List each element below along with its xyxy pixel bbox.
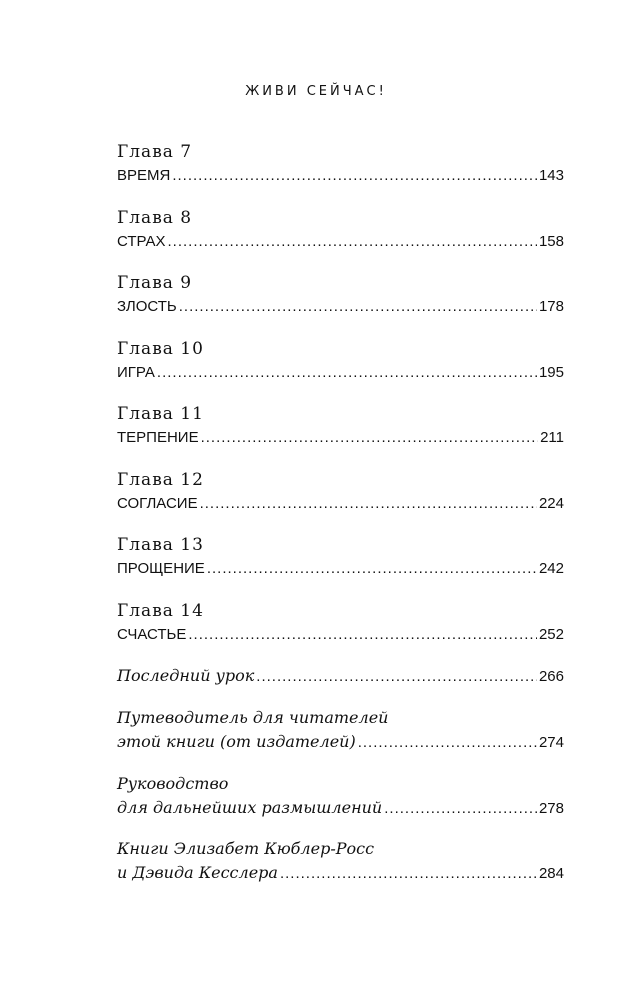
toc-entry [117,796,564,820]
toc-chapter-9 [117,271,564,337]
toc-entry [117,664,564,688]
chapter-title: СЧАСТЬЕ [117,625,187,643]
dot-leader [168,230,537,254]
dot-leader [256,665,537,689]
section-title-line-1: Книги Элизабет Кюблер-Росс [117,839,375,858]
toc-entry [117,492,564,516]
page-number: 252 [538,625,564,643]
section-title-line-2: и Дэвида Кесслера [117,863,278,882]
toc-entry [117,361,564,385]
page-number: 143 [538,167,564,184]
section-title-line-1: Путеводитель для читателей [117,708,389,727]
page-number: 278 [538,799,564,817]
page-number: 158 [538,232,564,250]
dot-leader [200,492,537,516]
chapter-title: СТРАХ [117,232,166,250]
dot-leader [207,557,537,581]
page-number: 178 [538,298,564,315]
chapter-label: Глава 10 [117,338,204,359]
chapter-label: Глава 9 [117,273,193,293]
toc-entry [117,623,564,647]
section-title-line-2: этой книги (от издателей) [117,732,356,751]
toc-entry [117,164,564,188]
toc-chapter-13 [117,533,564,599]
section-title: Последний урок [117,666,255,685]
dot-leader [188,623,537,647]
dot-leader [384,797,537,821]
running-head: ЖИВИ СЕЙЧАС! [245,84,387,99]
table-of-contents [117,140,564,903]
chapter-label: Глава 13 [117,535,204,555]
chapter-title: СОГЛАСИЕ [117,494,198,512]
section-title-line-2: для дальнейших размышлений [117,797,383,817]
section-title-line-1: Руководство [117,773,229,793]
toc-readers-guide [117,706,564,772]
chapter-label: Глава 7 [117,142,193,162]
chapter-title: ИГРА [117,363,155,381]
page-number: 266 [538,668,564,685]
toc-entry [117,230,564,254]
chapter-label: Глава 11 [117,404,204,424]
toc-entry [117,730,564,754]
chapter-title: ТЕРПЕНИЕ [117,429,199,446]
chapter-title: ВРЕМЯ [117,167,171,184]
chapter-label: Глава 14 [117,600,204,621]
toc-further-reflection [117,772,564,838]
dot-leader [201,426,539,450]
page-number: 211 [540,429,564,446]
dot-leader [172,164,537,188]
toc-chapter-10 [117,337,564,403]
toc-entry [117,426,564,450]
dot-leader [358,731,537,755]
toc-entry [117,557,564,581]
chapter-title: ЗЛОСТЬ [117,298,177,315]
dot-leader [179,295,537,319]
page-number: 274 [538,734,564,751]
chapter-title: ПРОЩЕНИЕ [117,560,205,577]
toc-chapter-7 [117,140,564,206]
chapter-label: Глава 8 [117,207,193,228]
dot-leader [157,361,537,385]
dot-leader [280,862,537,886]
toc-entry [117,861,564,885]
toc-chapter-8 [117,206,564,272]
toc-entry [117,295,564,319]
toc-books-list [117,837,564,903]
toc-chapter-14 [117,599,564,665]
chapter-label: Глава 12 [117,469,204,490]
toc-last-lesson [117,664,564,706]
page-number: 195 [538,363,564,381]
page-number: 284 [538,865,564,882]
page-number: 224 [538,494,564,512]
toc-chapter-12 [117,468,564,534]
page-number: 242 [538,560,564,577]
toc-chapter-11 [117,402,564,468]
